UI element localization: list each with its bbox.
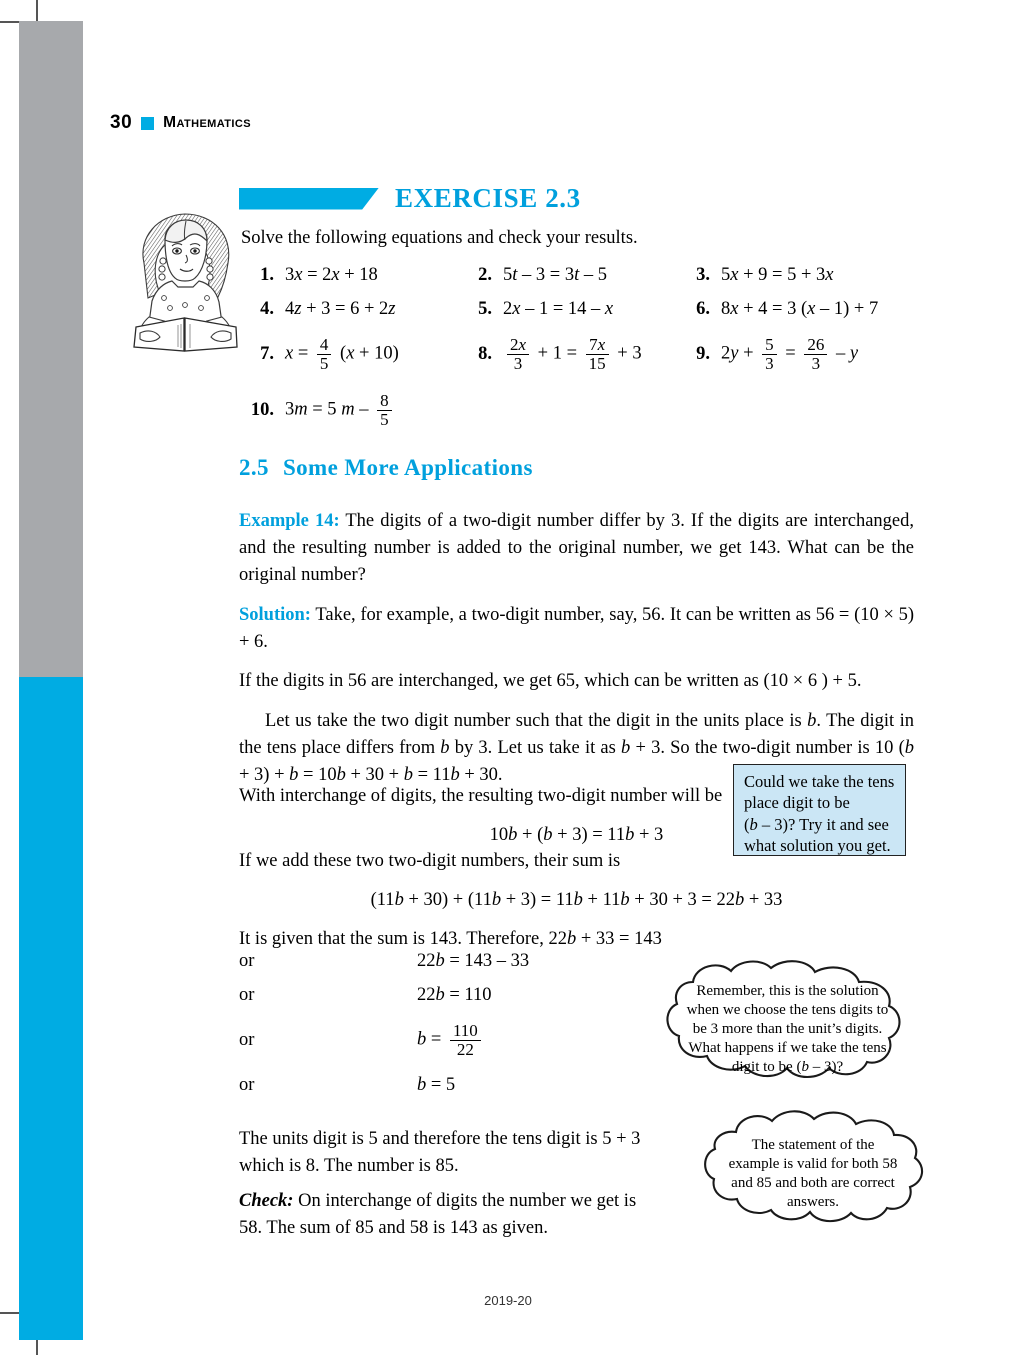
exercise-instruction: Solve the following equations and check your results.: [241, 228, 638, 248]
item-equation: 5x + 9 = 5 + 3x: [721, 264, 834, 285]
check-paragraph: [239, 1188, 659, 1242]
page-number: 30: [110, 112, 133, 133]
solution-equation-1: 10b + (b + 3) = 11b + 3: [489, 825, 664, 845]
note-line-1: Could we take the tens: [744, 772, 895, 791]
solution-text-1: Take, for example, a two-digit number, say, 56. It can be written as 56 = (10 × 5) + 6.: [239, 605, 915, 653]
example-paragraph: [239, 508, 914, 590]
exercise-item: [684, 326, 928, 382]
cloud-statement: [696, 1108, 930, 1226]
section-number: 2.5: [239, 455, 269, 480]
solution-equation-2: (11b + 30) + (11b + 3) = 11b + 11b + 30 + 3 = 22b + 33: [370, 890, 783, 911]
solution-label: Solution:: [239, 605, 311, 625]
item-number: 3.: [696, 264, 710, 285]
item-equation: 2y + $\frac{5}{3}$ = $\frac{26}{3}$ – y: [721, 334, 859, 373]
check-label: Check:: [239, 1191, 294, 1211]
cloud-line: and 85 and both are correct: [731, 1174, 895, 1191]
step-connector: or: [239, 984, 255, 1005]
item-equation: 5t – 3 = 3t – 5: [503, 264, 607, 285]
example-label: Example 14:: [239, 511, 340, 531]
solution-paragraph-5: If we add these two two-digit numbers, their sum is: [239, 851, 621, 871]
solution-paragraph-2: If the digits in 56 are interchanged, we get 65, which can be written as (10 × 6 ) + 5.: [239, 671, 862, 692]
girl-reading-illustration: [118, 205, 253, 355]
cloud-line: What happens if we take the tens: [688, 1039, 887, 1056]
note-line-3: (b – 3)? Try it and see: [744, 814, 889, 834]
step-connector: or: [239, 1074, 255, 1095]
item-equation: 4z + 3 = 6 + 2z: [285, 298, 396, 319]
exercise-item: [466, 292, 684, 326]
item-number: 10.: [250, 399, 274, 420]
page-footer: 2019-20: [484, 1293, 532, 1308]
exercise-item: [684, 258, 928, 292]
exercise-item: [248, 258, 466, 292]
subject-name: Mathematics: [163, 114, 251, 131]
exercise-row: [248, 258, 928, 292]
example-text: The digits of a two-digit number differ by 3. If the digits are interchanged, and the resulting number is added to the original number, we get 143. What can be the original number?: [239, 511, 914, 586]
step-equation: b = 5: [417, 1074, 456, 1095]
section-heading: [239, 455, 533, 481]
exercise-item: [248, 382, 466, 438]
step-equation: 22b = 143 – 33: [417, 950, 530, 971]
exercise-item: [684, 292, 928, 326]
solution-paragraph-3: Let us take the two digit number such that the digit in the units place is b. The digit in the tens place differs from b by 3. Let us take it as b + 3. So the two-digit number is 10 (b + 3) + b = 10b + 30 + b = 11b + 30.: [239, 710, 914, 785]
step-equation: b = $\frac{110}{22}$: [417, 1022, 485, 1059]
solution-paragraph-6: It is given that the sum is 143. Therefore, 22b + 33 = 143: [239, 929, 662, 950]
exercise-question-grid: [248, 258, 928, 438]
item-number: 6.: [696, 298, 710, 319]
exercise-item: [248, 326, 466, 382]
note-line-2: place digit to be: [744, 793, 850, 813]
cloud-text: [696, 1136, 930, 1212]
exercise-item: [466, 258, 684, 292]
section-title: Some More Applications: [282, 455, 533, 480]
cloud-line: answers.: [786, 1193, 840, 1210]
example-block: [239, 508, 914, 602]
exercise-row: [248, 292, 928, 326]
item-number: 2.: [478, 264, 492, 285]
item-equation: 3x = 2x + 18: [285, 264, 378, 285]
sidebar-band-blue: [19, 677, 83, 1340]
exercise-row: [248, 326, 928, 382]
step-equation: 22b = 110: [417, 984, 492, 1005]
exercise-banner: [239, 183, 581, 214]
item-number: 8.: [478, 343, 492, 364]
item-equation: x = $\frac{4}{5}$ (x + 10): [285, 334, 399, 373]
item-equation: 8x + 4 = 3 (x – 1) + 7: [721, 298, 879, 319]
sidebar-band-gray: [19, 21, 83, 677]
banner-flag-shape: [239, 188, 379, 210]
item-number: 7.: [260, 343, 274, 364]
exercise-row: [248, 382, 928, 438]
cloud-text: [645, 982, 930, 1076]
cloud-line: Remember, this is the solution: [696, 983, 879, 999]
cloud-line: when we choose the tens digits to: [686, 1001, 889, 1018]
conclusion-paragraph: The units digit is 5 and therefore the tens digit is 5 + 3 which is 8. The number is 85.: [239, 1129, 641, 1177]
solution-paragraph-4: With interchange of digits, the resulting two-digit number will be: [239, 786, 723, 806]
step-connector: or: [239, 1029, 255, 1050]
item-equation: 3m = 5 m – $\frac{8}{5}$: [285, 392, 396, 429]
item-number: 5.: [478, 298, 492, 319]
exercise-item: [248, 292, 466, 326]
square-bullet-icon: [141, 117, 154, 130]
cloud-line: be 3 more than the unit’s digits.: [692, 1020, 883, 1037]
note-callout-box: [733, 764, 906, 856]
note-line-4: what solution you get.: [744, 836, 891, 856]
item-equation: 2x – 1 = 14 – x: [503, 298, 614, 319]
solution-paragraph-1: [239, 602, 914, 656]
exercise-item: [466, 326, 684, 382]
exercise-title: EXERCISE 2.3: [395, 183, 581, 213]
item-number: 4.: [260, 298, 274, 319]
check-text: On interchange of digits the number we get is 58. The sum of 85 and 58 is 143 as given.: [239, 1191, 637, 1239]
cloud-remember: [645, 958, 930, 1080]
step-connector: or: [239, 950, 255, 971]
cloud-line: example is valid for both 58: [728, 1155, 898, 1172]
item-number: 1.: [260, 264, 274, 285]
cloud-line: The statement of the: [751, 1137, 875, 1153]
running-header: [110, 112, 251, 134]
item-equation: $\frac{2x}{3}$ + 1 = $\frac{7x}{15}$ + 3: [503, 336, 642, 373]
cloud-line: digit to be (b – 3)?: [731, 1058, 844, 1075]
item-number: 9.: [696, 343, 710, 364]
